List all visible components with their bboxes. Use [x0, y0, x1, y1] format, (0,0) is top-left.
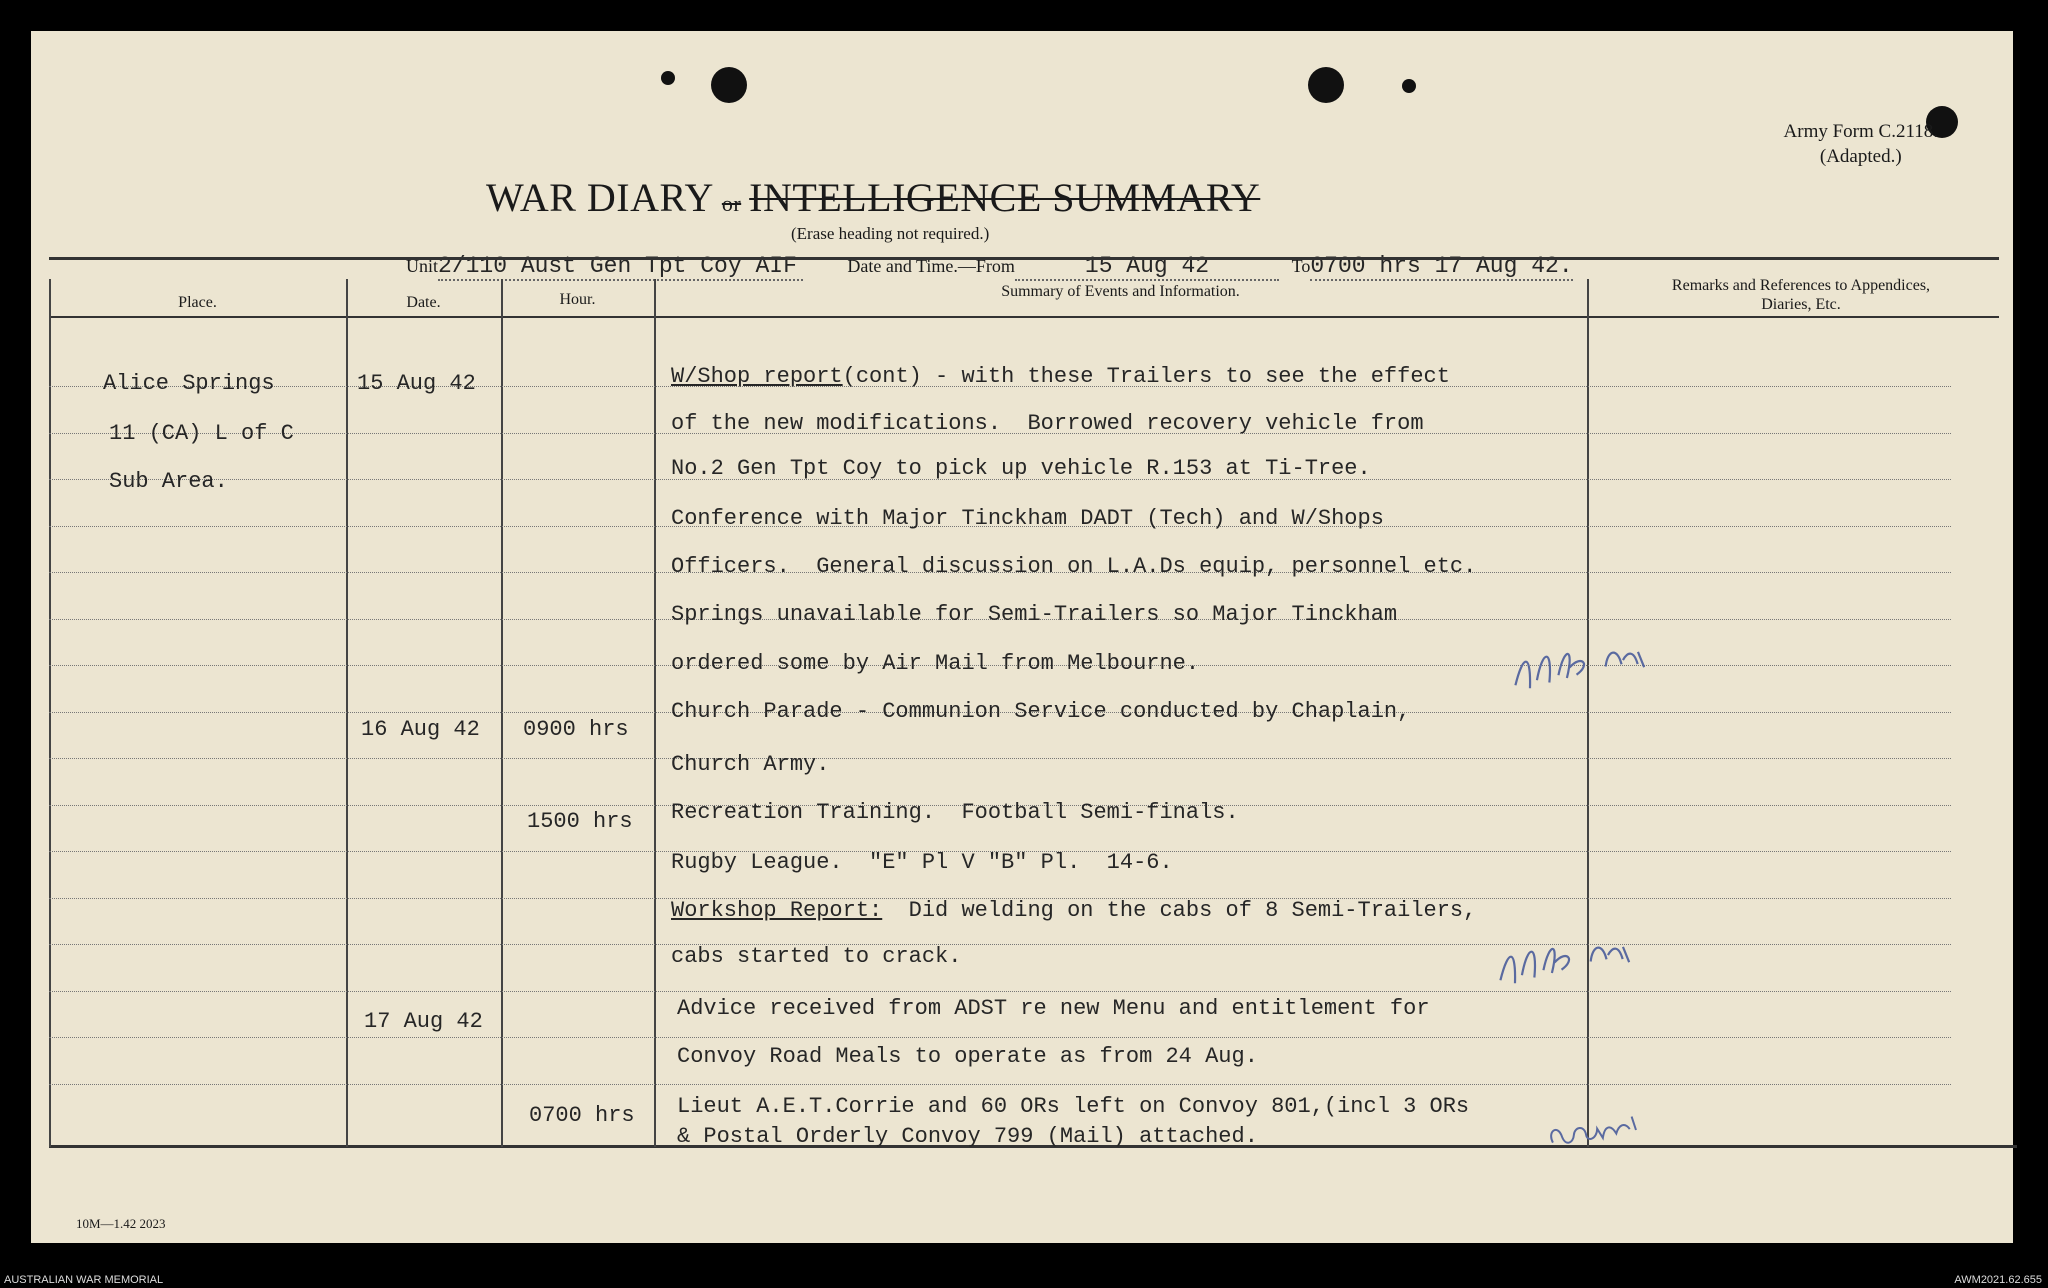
- column-divider: [654, 279, 656, 1147]
- summary-text: Springs unavailable for Semi-Trailers so Major Tinckham: [671, 602, 1398, 627]
- title-intelligence-summary: INTELLIGENCE SUMMARY: [749, 175, 1261, 220]
- column-header-place: Place.: [178, 294, 217, 311]
- army-form-number: [1784, 119, 1938, 169]
- summary-line: [671, 554, 1476, 579]
- summary-text: ordered some by Air Mail from Melbourne.: [671, 651, 1200, 676]
- summary-line: [677, 996, 1430, 1021]
- entry-date: 17 Aug 42: [364, 1009, 483, 1034]
- erase-note: (Erase heading not required.): [791, 224, 990, 243]
- column-divider: [501, 279, 503, 1147]
- ruled-line: [49, 758, 1951, 759]
- punch-hole: [661, 71, 675, 85]
- entry-date: 16 Aug 42: [361, 717, 480, 742]
- place-line: Alice Springs: [103, 371, 275, 396]
- ruled-line: [49, 1084, 1951, 1085]
- date-from-label: Date and Time.—From: [847, 256, 1015, 276]
- form-number-line: Army Form C.2118.: [1783, 121, 1938, 142]
- summary-text: Convoy Road Meals to operate as from 24 Aug.: [677, 1044, 1258, 1069]
- place-line: Sub Area.: [109, 469, 228, 494]
- date-to-label: To: [1291, 256, 1311, 276]
- summary-text: & Postal Orderly Convoy 799 (Mail) attached.: [677, 1124, 1258, 1149]
- column-divider: [49, 279, 51, 1147]
- summary-text: cabs started to crack.: [671, 944, 962, 969]
- ruled-line: [49, 944, 1951, 945]
- summary-text: Rugby League. "E" Pl V "B" Pl. 14-6.: [671, 850, 1173, 875]
- summary-text: Officers. General discussion on L.A.Ds equip, personnel etc.: [671, 554, 1477, 579]
- unit-label: Unit: [406, 256, 439, 276]
- summary-heading: Workshop Report:: [671, 898, 883, 923]
- unit-value: 2/110 Aust Gen Tpt Coy AIF: [438, 253, 803, 281]
- summary-line: [677, 1124, 1258, 1149]
- date-from-value: 15 Aug 42: [1015, 253, 1279, 281]
- summary-line: [677, 1094, 1469, 1119]
- form-adapted-line: (Adapted.): [1819, 146, 1902, 167]
- handwritten-continued-note: [1543, 1101, 1650, 1167]
- column-divider: [346, 279, 348, 1147]
- print-code: 10M—1.42 2023: [76, 1216, 166, 1231]
- place-line: 11 (CA) L of C: [109, 421, 294, 446]
- punch-hole: [711, 67, 747, 103]
- summary-line: [671, 800, 1239, 825]
- punch-hole: [1308, 67, 1344, 103]
- summary-line: [671, 602, 1397, 627]
- date-to-value: 0700 hrs 17 Aug 42.: [1310, 253, 1573, 279]
- summary-heading: W/Shop report: [671, 364, 843, 389]
- summary-text: Church Army.: [671, 752, 830, 777]
- summary-text: Church Parade - Communion Service conducted by Chaplain,: [671, 699, 1411, 724]
- page-title: [486, 174, 1260, 221]
- summary-text: of the new modifications. Borrowed recovery vehicle from: [671, 411, 1424, 436]
- summary-line: [671, 456, 1371, 481]
- summary-text: Recreation Training. Football Semi-finals.: [671, 800, 1239, 825]
- summary-text: (cont) - with these Trailers to see the effect: [842, 364, 1450, 389]
- column-header-remarks: Remarks and References to Appendices, Diaries, Etc.: [1671, 277, 1931, 313]
- entry-hour: 1500 hrs: [527, 809, 633, 834]
- handwritten-initials: [1487, 921, 1645, 1010]
- summary-line: [671, 411, 1424, 436]
- entry-hour: 0900 hrs: [523, 717, 629, 742]
- ruled-line: [49, 991, 1951, 992]
- diary-page: [31, 31, 2013, 1243]
- column-header-hour: Hour.: [559, 291, 596, 308]
- entry-date: 15 Aug 42: [357, 371, 476, 396]
- column-header-date: Date.: [406, 294, 441, 311]
- summary-text: Advice received from ADST re new Menu and entitlement for: [677, 996, 1430, 1021]
- table-top-rule: [49, 257, 1999, 260]
- handwritten-initials: [1502, 626, 1660, 715]
- entry-hour: 0700 hrs: [529, 1103, 635, 1128]
- summary-text: No.2 Gen Tpt Coy to pick up vehicle R.153 at Ti-Tree.: [671, 456, 1371, 481]
- archive-credit: AUSTRALIAN WAR MEMORIAL: [4, 1274, 164, 1286]
- title-or: or: [721, 191, 742, 216]
- archive-reference: AWM2021.62.655: [1954, 1274, 2042, 1286]
- summary-text: Did welding on the cabs of 8 Semi-Trailers,: [882, 898, 1477, 923]
- column-header-summary: Summary of Events and Information.: [1001, 283, 1240, 300]
- summary-line: [671, 898, 1476, 923]
- summary-text: Conference with Major Tinckham DADT (Tech) and W/Shops: [671, 506, 1384, 531]
- summary-line: [671, 752, 829, 777]
- summary-line: [671, 850, 1173, 875]
- summary-line: [671, 944, 961, 969]
- summary-text: Lieut A.E.T.Corrie and 60 ORs left on Convoy 801,(incl 3 ORs: [677, 1094, 1470, 1119]
- summary-line: [671, 651, 1199, 676]
- column-divider: [1587, 279, 1589, 1147]
- header-bottom-rule: [49, 316, 1999, 318]
- ruled-line: [49, 1037, 1951, 1038]
- summary-line: [671, 506, 1384, 531]
- summary-line: [671, 364, 1450, 389]
- summary-line: [677, 1044, 1258, 1069]
- summary-line: [671, 699, 1410, 724]
- title-war-diary: WAR DIARY: [486, 175, 714, 220]
- punch-hole: [1402, 79, 1416, 93]
